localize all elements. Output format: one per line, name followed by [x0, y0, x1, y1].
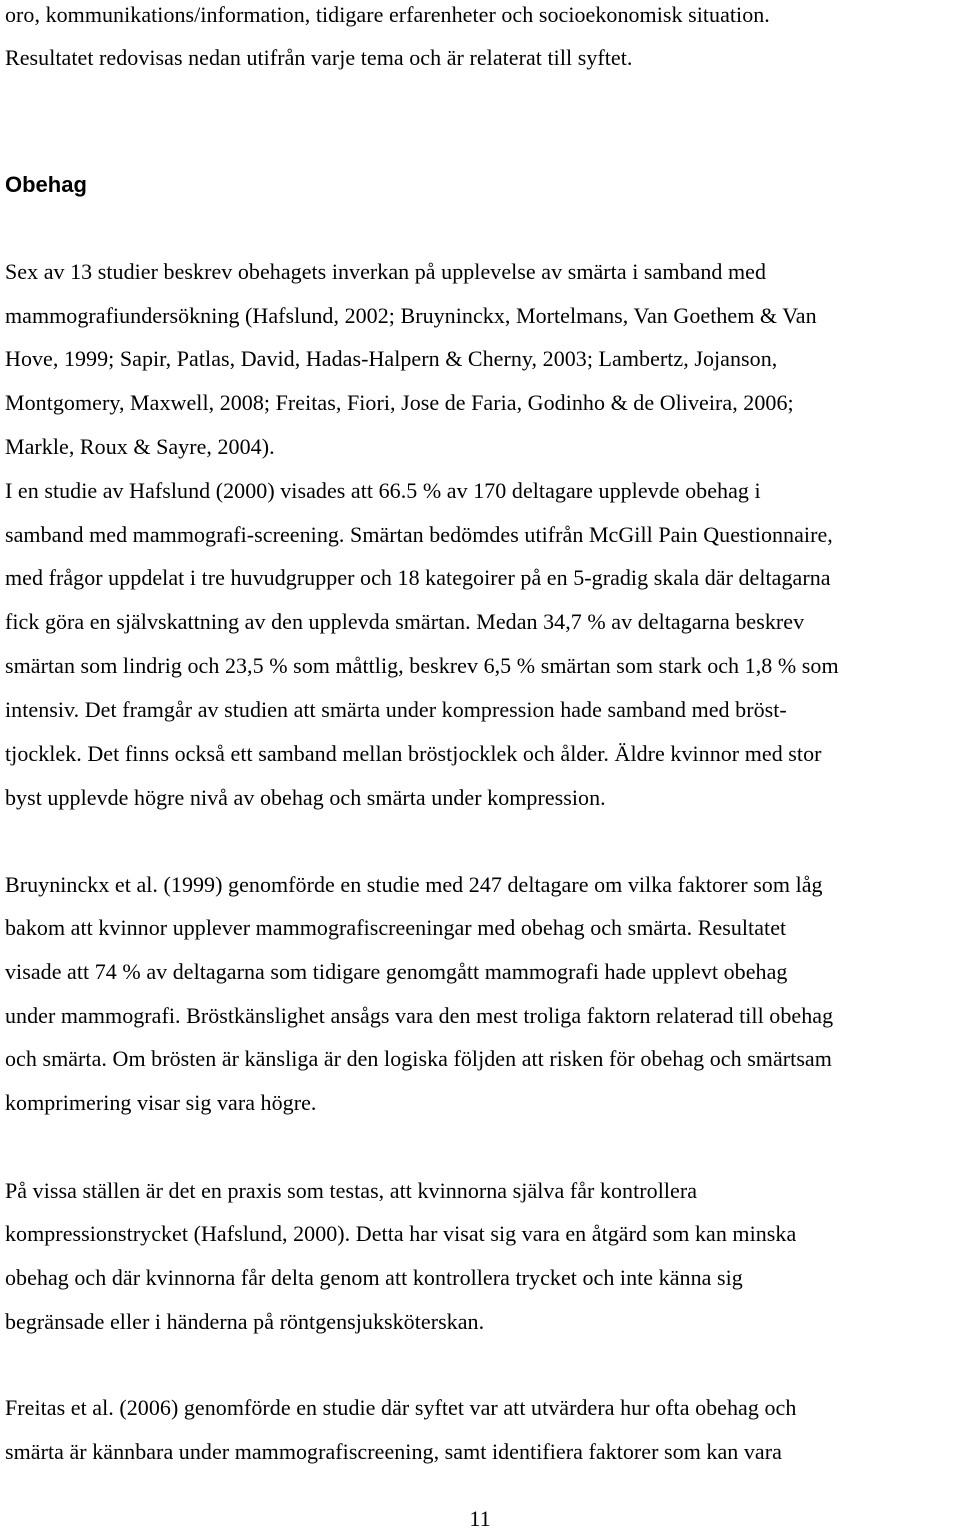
- paragraph-line: smärtan som lindrig och 23,5 % som måttlig, beskrev 6,5 % smärtan som stark och 1,8 % som: [5, 653, 839, 678]
- paragraph-line: samband med mammografi-screening. Smärtan bedömdes utifrån McGill Pain Questionnaire,: [5, 522, 833, 547]
- paragraph-line: Freitas et al. (2006) genomförde en studie där syftet var att utvärdera hur ofta obehag och: [5, 1395, 797, 1420]
- intro-line: Resultatet redovisas nedan utifrån varje tema och är relaterat till syftet.: [5, 45, 633, 70]
- paragraph-line: komprimering visar sig vara högre.: [5, 1090, 317, 1115]
- paragraph-line: Bruyninckx et al. (1999) genomförde en studie med 247 deltagare om vilka faktorer som låg: [5, 872, 823, 897]
- paragraph-line: smärta är kännbara under mammografiscreening, samt identifiera faktorer som kan vara: [5, 1439, 782, 1464]
- paragraph-line: och smärta. Om brösten är känsliga är den logiska följden att risken för obehag och smärtsam: [5, 1046, 832, 1071]
- paragraph-line: bakom att kvinnor upplever mammografiscreeningar med obehag och smärta. Resultatet: [5, 915, 787, 940]
- paragraph-line: intensiv. Det framgår av studien att smärta under kompression hade samband med bröst-: [5, 697, 787, 722]
- paragraph-line: tjocklek. Det finns också ett samband mellan bröstjocklek och ålder. Äldre kvinnor med stor: [5, 741, 822, 766]
- paragraph-line: byst upplevde högre nivå av obehag och smärta under kompression.: [5, 785, 606, 810]
- paragraph-line: På vissa ställen är det en praxis som testas, att kvinnorna själva får kontrollera: [5, 1178, 698, 1203]
- paragraph-line: Sex av 13 studier beskrev obehagets inverkan på upplevelse av smärta i samband med: [5, 259, 767, 284]
- page-number: 11: [469, 1506, 491, 1531]
- paragraph-line: I en studie av Hafslund (2000) visades att 66.5 % av 170 deltagare upplevde obehag i: [5, 478, 761, 503]
- section-heading: Obehag: [5, 172, 87, 197]
- paragraph-line: obehag och där kvinnorna får delta genom att kontrollera trycket och inte känna sig: [5, 1265, 743, 1290]
- paragraph-line: Hove, 1999; Sapir, Patlas, David, Hadas-Halpern & Cherny, 2003; Lambertz, Jojanson,: [5, 346, 778, 371]
- paragraph-line: kompressionstrycket (Hafslund, 2000). Detta har visat sig vara en åtgärd som kan minska: [5, 1221, 797, 1246]
- paragraph-line: mammografiundersökning (Hafslund, 2002; Bruyninckx, Mortelmans, Van Goethem & Van: [5, 303, 817, 328]
- paragraph-line: Montgomery, Maxwell, 2008; Freitas, Fiori, Jose de Faria, Godinho & de Oliveira, 2006;: [5, 390, 794, 415]
- paragraph-line: med frågor uppdelat i tre huvudgrupper och 18 kategoirer på en 5-gradig skala där deltagarna: [5, 565, 831, 590]
- paragraph-line: Markle, Roux & Sayre, 2004).: [5, 434, 275, 459]
- paragraph-line: visade att 74 % av deltagarna som tidigare genomgått mammografi hade upplevt obehag: [5, 959, 788, 984]
- paragraph-line: begränsade eller i händerna på röntgensjuksköterskan.: [5, 1309, 485, 1334]
- paragraph-line: under mammografi. Bröstkänslighet ansågs vara den mest troliga faktorn relaterad till obehag: [5, 1003, 834, 1028]
- paragraph-line: fick göra en självskattning av den upplevda smärtan. Medan 34,7 % av deltagarna beskrev: [5, 609, 805, 634]
- intro-line: oro, kommunikations/information, tidigare erfarenheter och socioekonomisk situation.: [5, 2, 770, 27]
